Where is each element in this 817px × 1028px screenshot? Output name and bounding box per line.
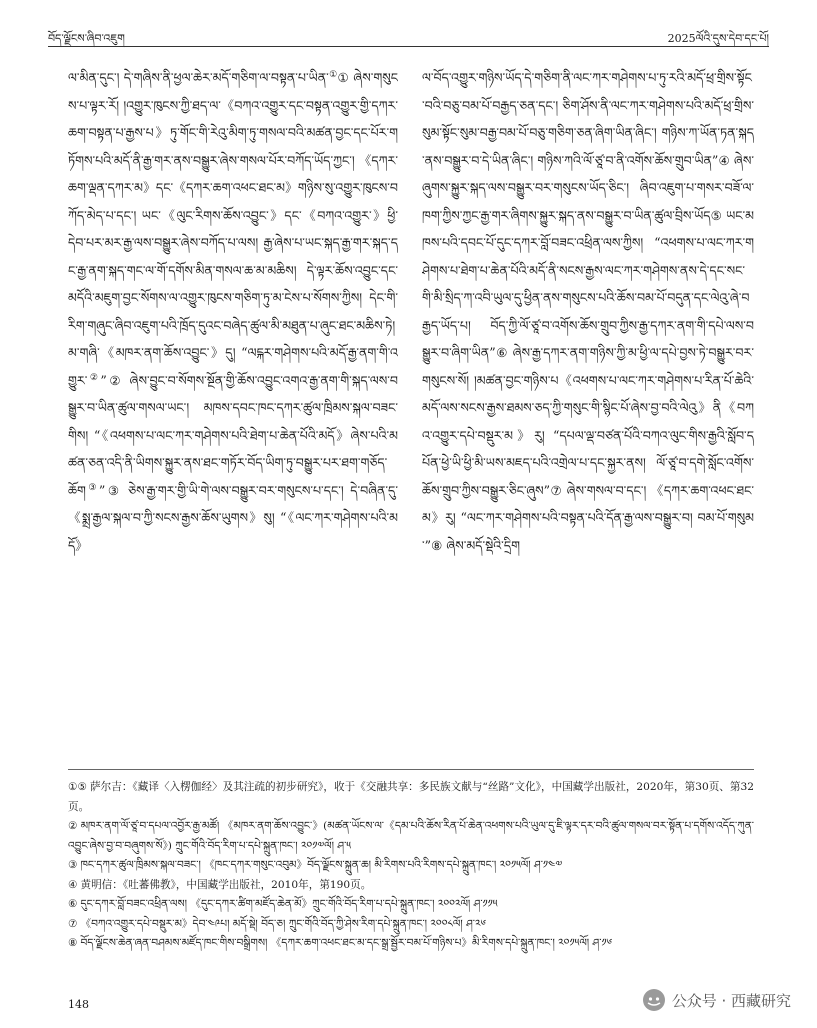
paragraph-text: ”② ཞེས་བྱུང་བ་སོགས་སྔོན་གྱི་ཆོས་འབྱུང་འགའ་རྒྱ་ནག་གི་སྐད་ལས་བསྒྱུར་བ་ཡིན་ཚུལ་གསལ་ཡང་། མཁས་དབང་ཁང་དཀར་ཚུལ་ཁྲིམས་སྐལ་བཟང་གིས། “《འཕགས་པ་ལང་ཀར་གཤེགས་པའི་ཐེག་པ་ཆེན་པོའི་མདོ》ཞེས་པའི་མཚན་ཅན་འདི་ནི་ཡིགས་སྐྱུར་ནས་ཐང་གཏོར་བོད་ཡིག་ཏུ་བསྒྱུར་པར་ཐག་གཅོད་ཆོག — [68, 372, 398, 498]
wechat-watermark — [642, 988, 791, 1012]
footnote-number: ② — [68, 820, 78, 832]
footnote-text: དུང་དཀར་བློ་བཟང་འཕྲིན་ལས། 《དུང་དཀར་ཚིག་མཛོད་ཆེན་མོ》ཀྲུང་གོའི་བོད་རིག་པ་དཔེ་སྐྲུན་ཁང་། ༢༠༠༢ལོ། ཤ་༡༡༥ — [80, 898, 498, 910]
paragraph-text: ”⑥ ཞེས་རྒྱ་དཀར་ནག་གཉིས་ཀྱི་མ་ཕྱི་ལ་དཔེ་བྱས་ཏེ་བསྒྱུར་བར་གསུངས་སོ། །མཚན་བྱང་གཉིས་པ《འཕགས་པ་ལང་ཀར་གཤེགས་པ་རིན་པོ་ཆེའི་མདོ་ལས་སངས་རྒྱས་ཐམས་ཅད་ཀྱི་གསུང་གི་སྙིང་པོ་ཞེས་བྱ་བའི་ལེའུ》ནི《བཀའ་འགྱུར་དཔེ་བསྡུར་མ》རུ། “དཔལ་ལྡ་བཙན་པོའི་བཀའ་ལུང་གིས་རྒྱའི་སློབ་དཔོན་ཕྱེ་ཡི་ཕྱི་མི་ཡས་མཇད་པའི་འགྲེལ་པ་དང་སྐྱར་ནས། ལོ་ཙཱ་བ་དགེ་སློང་འགོས་ཆོས་གྲུབ་ཀྱིས་བསྒྱུར་ཅིང་ཞུས — [422, 345, 754, 498]
footnote-item — [68, 778, 754, 817]
footnote-item — [68, 856, 754, 876]
journal-name: བོད་ལྗོངས་ཞིབ་འཇུག — [48, 32, 125, 45]
issue-label: 2025ལོའི་དུས་དེབ་དང་པོ། — [667, 32, 769, 45]
page-number: 148 — [68, 998, 89, 1011]
header-divider — [48, 46, 769, 47]
paragraph-text: ”④ ཞེས་ཞུགས་སྐྱུར་སྐད་ལས་བསྒྱུར་བར་གསུངས་ཡོད་ཅིང་། ཞིབ་འཇུག་པ་གསར་བཟོ་ལ་ཁག་ཀྱིས་ཀྱང་རྒྱ་གར་ཞིགས་སྐྱུར་སྐད་ནས་བསྒྱུར་བ་ཡིན་ཚུལ་བྲིས་ཡོད — [422, 152, 754, 223]
paragraph-text: ”③ ཅེས་རྒྱ་གར་གྱི་ཡི་གེ་ལས་བསྒྱུར་བར་གསུངས་པ་དང་། དེ་བཞིན་དུ་《སྨྲ་རྒྱལ་སྐལ་བ་ཀྱི་སངས་རྒྱས་ཆོས་ཡུགས》སུ། “《ལང་ཀར་གཤེགས་པའི་མདོ》 — [68, 482, 398, 553]
footnote-item — [68, 876, 754, 896]
footnote-number: ⑥ — [68, 898, 78, 910]
wechat-logo-icon — [642, 988, 666, 1012]
paragraph-text: ”⑦ ཞེས་གསལ་བ་དང་། 《དཀར་ཆག་འཕང་ཐང་མ》རུ། “ལང་ཀར་གཤེགས་པའི་བསྟན་པའི་དོན་རྒྱ་ལས་བསྒྱུར་བ། བམ་པོ་གསུམ་ — [422, 482, 754, 553]
body-column-right — [422, 64, 754, 759]
footnote-ref-2[interactable]: ② — [87, 372, 101, 383]
paragraph-text: ① ཞེས་གསུངས་པ་ལྟར་རོ། །འགྱུར་ཁུངས་ཀྱི་ཐད་ལ་《བཀའ་འགྱུར་དང་བསྟན་འགྱུར་གྱི་དཀར་ཆག་བསྟན་པ་རྒྱས་པ》ཏུ་གོང་གི་རེའུ་མིག་ཏུ་གསལ་བའི་མཚན་བྱང་དང་པོར་གཏོགས་པའི་མདོ་ནི་རྒྱ་གར་ནས་བསྒྱུར་ཞེས་གསལ་པོར་བཀོད་ཡོད་ཀྱང་། 《དཀར་ཆག་ལྡན་དཀར་མ》དང་《དཀར་ཆག་འཕང་ཐང་མ》གཉིས་སུ་འགྱུར་ཁུངས་བཀོད་མེད་པ་དང་། ཡང་《ལུང་རིགས་ཆོས་འབྱུང་》དང་《བཀའ་འགྱུར་》ཕྱི་དེབ་པར་མར་རྒྱ་ལས་བསྒྱུར་ཞེས་བཀོད་པ་ལས། རྒྱ་ཞེས་པ་ཡང་སྐད་རྒྱ་གར་སྐད་དང་རྒྱ་ནག་སྐད་གང་ལ་གོ་དགོས་མིན་གསལ་ཆ་མ་མཆིས། དེ་ལྟར་ཆོས་འབྱུང་དང་མདོའི་མཇུག་བྱང་སོགས་ལ་འགྱུར་ཁུངས་གཅིག་ཏུ་མ་ངེས་པ་སོགས་ཀྱིས། དེང་གི་རིག་གཞུང་ཞིབ་འཇུག་པའི་ཁྲོད་དུའང་བཞེད་ཚུལ་མི་མཐུན་པ་ཞུང་ཐང་མཆིས་ཏེ། མ་གཞི་《མཁར་ནག་ཆོས་འབྱུང་》དུ། “ལངྐར་གཤེགས་པའི་མདོ་རྒྱ་ནག་གི་འགྱུར་ — [68, 70, 398, 388]
body-column-left — [68, 64, 398, 759]
footnote-number: ⑦ — [68, 917, 78, 930]
footnote-item — [68, 934, 754, 954]
footnote-text: བོད་ལྗོངས་ཆེན་ཞན་བཤམས་མཛོད་ཁང་གིས་བསྒྲིགས། 《དཀར་ཆག་འཕང་ཐང་མ་དང་སྒྲ་སྦྱོར་བམ་པོ་གཉིས་པ》མི་རིགས་དཔེ་སྐྲུན་ཁང་། ༢༠༡༥ལོ། ཤ་༡༦ — [80, 937, 613, 949]
footnote-number: ④ — [68, 878, 78, 891]
footnote-number: ③ — [68, 859, 78, 871]
paragraph-text: ལ་བོད་འགྱུར་གཉིས་ཡོད་དེ་གཅིག་ནི་ལང་ཀར་གཤེགས་པ་ཏུ་རའི་མདོ་ཕྲ་གྲིས་སྟོང་བའི་བཅུ་བམ་པོ་བརྒྱད་ཅན་དང་། ཅིག་ཤོས་ནི་ལང་ཀར་གཤེགས་པའི་མདོ་ཕྲ་གྲིས་སུམ་སྟོང་སུམ་བརྒྱ་བམ་པོ་བཅུ་གཅིག་ཅན་ཞིག་ཡིན་ཞིང་། གཉིས་ཀ་ཡོན་ཏན་སྐད་ནས་བསྒྱུར་བ་དེ་ཡིན་ཞིང་། གཉིས་ཀའི་ལོ་ཙཱ་བ་ནི་འགོས་ཆོས་གྲུབ་ཡིན — [422, 70, 754, 168]
running-header — [48, 22, 769, 45]
footnote-text: 萨尔吉：《藏译〈入楞伽经〉及其注疏的初步研究》，收于《交融共享：多民族文献与“丝路”文化》，中国藏学出版社，2020年，第30页、第32页。 — [68, 781, 754, 813]
footnote-text: 黄明信：《吐蕃佛教》，中国藏学出版社，2010年，第190页。 — [80, 878, 372, 891]
footnote-number: ①⑤ — [68, 781, 88, 793]
paragraph-text: ལ་མིན་དུང་། དེ་གཞིས་ནི་ཕྱལ་ཆེར་མདོ་གཅིག་ལ་བསྟན་པ་ཡིན་ — [68, 70, 329, 85]
footnote-item — [68, 895, 754, 915]
footnote-text: ཁང་དཀར་ཚུལ་ཁྲིམས་སྐལ་བཟང་། 《ཁང་དཀར་གསུང་འབུམ》བོད་ལྗོངས་སྐྲུན་ཆ། མི་རིགས་པའི་རིགས་དཔེ་སྐྲུན་ཁང་། ༢༠༡༥ལོ། ཤ་༡༤༧ — [80, 859, 563, 871]
footnote-ref-1[interactable]: ① — [328, 69, 338, 80]
paragraph-text: ⑤ ཡང་མཁས་པའི་དབང་པོ་དུང་དཀར་བློ་བཟང་འཕྲིན་ལས་ཀྱིས། “འཕགས་པ་ལང་ཀར་གཤེགས་པ་ཐེག་པ་ཆེན་པོའི་མདོ་ནི་སངས་རྒྱས་ལང་ཀར་གཤེགས་ནས་དེ་དང་སང་གི་མི་སྲིད་ཀ་འབི་ཡུལ་དུ་ཕྱིན་ནས་གསུངས་པའི་ཆོས་བམ་པོ་བདུན་དང་ལེའུ་ཞེ་བརྒྱད་ཡོད་པ། བོད་ཀྱི་ལོ་ཙཱ་བ་འགོས་ཆོས་གྲུབ་ཀྱིས་རྒྱ་དཀར་ནག་གི་དཔེ་ལས་བསྒྱུར་བ་ཞིག་ཡིན — [422, 207, 754, 360]
footnote-number: ⑧ — [68, 937, 78, 949]
watermark-text: 公众号 · 西藏研究 — [671, 991, 791, 1010]
footnote-divider — [68, 769, 754, 770]
footnotes — [68, 778, 754, 954]
footnote-item — [68, 915, 754, 935]
footnote-text: 《བཀའ་འགྱུར་དཔེ་བསྡུར་མ》དེབ་༤༩པ། མདོ་སྡེ། བོད་ཅ། ཀྲུང་གོའི་བོད་ཀྱི་ཤེས་རིག་དཔེ་སྐྲུན་ཁང་། ༢༠༠༨ལོ། ཤ་༢༦ — [80, 917, 486, 930]
footnote-text: མཁར་ནག་ལོ་ཙཱ་བ་དཔལ་འབྱོར་རྒྱ་མཚོ། 《མཁར་ནག་ཆོས་འབྱུང་》(མཚན་ཡོངས་ལ་《དམ་པའི་ཆོས་རིན་པོ་ཆེན་འཕགས་པའི་ཡུལ་དུ་ཇི་ལྟར་དར་བའི་ཚུལ་གསལ་བར་སྟོན་པ་དགོས་འདོད་ཀུན་འབྱུང་ཞེས་བྱ་བ་བཞུགས་སོ》) ཀྲུང་གོའི་བོད་རིག་པ་དཔེ་སྐྲུན་ཁང་། ༢༠༡༧ལོ། ཤ་༥ — [68, 820, 754, 852]
footnote-item — [68, 817, 754, 856]
footnote-ref-3[interactable]: ③ — [85, 482, 99, 493]
paragraph-text: ”⑧ ཞེས་མདོ་སྡེའི་དྲིག — [424, 537, 520, 553]
